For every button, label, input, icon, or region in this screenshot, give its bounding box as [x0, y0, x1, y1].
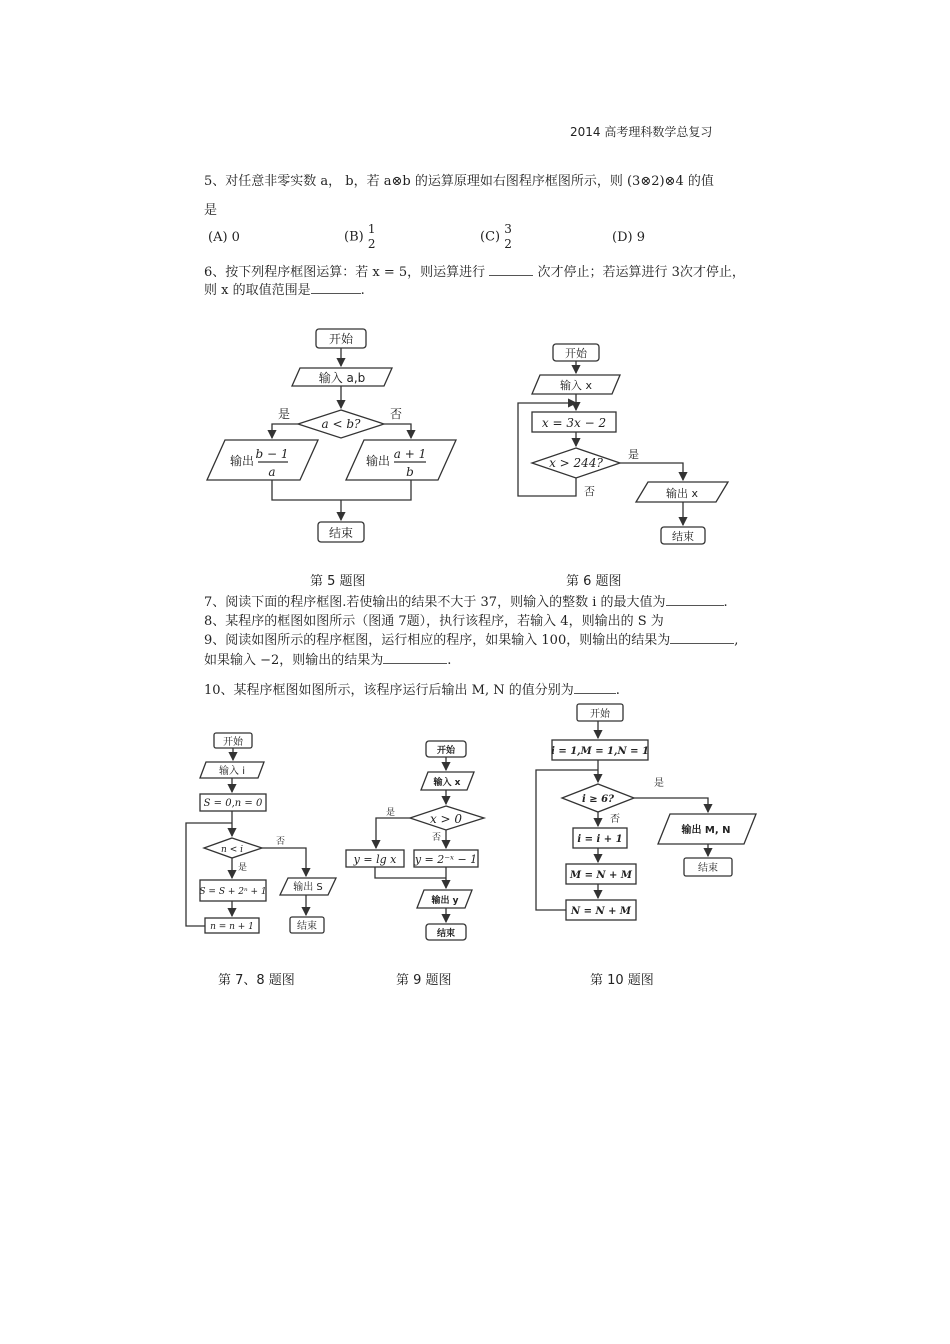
question-7-text: 7、阅读下面的程序框图.若使输出的结果不大于 37，则输入的整数 i 的最大值为 . [204, 595, 728, 610]
fig5-output-left-numerator: b − 1 [255, 447, 289, 461]
fig10-output-box [658, 814, 756, 844]
fig5-output-right-denominator: b [406, 465, 414, 479]
question-7-label: 7、阅读下面的程序框图.若使输出的结果不大于 37，则输入的整数 i 的最大值为 [204, 595, 666, 610]
fig9-yes-label: 是 [386, 808, 396, 818]
fig9-no-label: 否 [432, 833, 442, 843]
fig10-step2-box [566, 864, 636, 884]
fig6-yes-label: 是 [628, 448, 639, 461]
question-6-part1: 6、按下列程序框图运算：若 x = 5，则运算进行 [204, 265, 486, 280]
fig10-step1-box [573, 828, 627, 848]
fig5-no-label: 否 [390, 407, 403, 421]
fig78-init-label: S = 0,n = 0 [203, 798, 263, 809]
option-c-label: (C) [480, 229, 501, 245]
fig9-end-label: 结束 [436, 929, 456, 939]
fig6-assign-label: x = 3x − 2 [541, 416, 607, 430]
fig6-end-label: 结束 [672, 530, 694, 543]
fig78-output-label: 输出 S [293, 882, 323, 893]
option-b-label: (B) [344, 229, 364, 245]
fig9-output-label: 输出 y [431, 896, 459, 906]
question-5-text: 5、对任意非零实数 a， b，若 a⊗b 的运算原理如右图程序框图所示，则 (3⊗2)⊗4 的值 [204, 174, 714, 189]
fig78-body-label: S = S + 2ⁿ + 1 [199, 887, 267, 897]
fig6-condition-label: x > 244? [549, 456, 603, 470]
fig5-start-label: 开始 [328, 332, 354, 346]
fig78-start-label: 开始 [223, 737, 243, 748]
question-10-text: 10、某程序框图如图所示，该程序运行后输出 M, N 的值分别为 . [204, 683, 620, 698]
fig10-condition-label: i ≥ 6? [582, 794, 614, 805]
fig10-no-label: 否 [610, 814, 620, 825]
question-9-line2: 如果输入 −2，则输出的结果为 [204, 653, 384, 668]
figure-5-caption: 第 5 题图 [310, 574, 366, 589]
question-10-label: 10、某程序框图如图所示，该程序运行后输出 M, N 的值分别为 [204, 683, 574, 698]
fig5-condition-label: a < b? [321, 417, 361, 431]
fig9-start-label: 开始 [436, 746, 456, 756]
fig5-yes-label: 是 [278, 407, 291, 421]
fig10-output-label: 输出 M, N [681, 825, 731, 836]
fig10-start-box [577, 704, 623, 721]
question-6-end: . [360, 283, 365, 298]
option-b-numerator: 1 [367, 222, 376, 236]
question-5-text-cont: 是 [204, 203, 218, 218]
fig5-output-left-label: 输出 [230, 454, 255, 468]
fig78-condition-label: n < i [221, 845, 243, 855]
fig10-start-label: 开始 [590, 709, 610, 720]
fig78-yes-label: 是 [238, 863, 248, 873]
fig5-end-label: 结束 [328, 526, 354, 540]
fig78-end-label: 结束 [297, 921, 317, 932]
fig9-condition-label: x > 0 [429, 812, 463, 826]
fig78-no-label: 否 [276, 837, 286, 847]
fig10-yes-label: 是 [654, 778, 664, 789]
option-a: (A) 0 [208, 230, 240, 245]
fig6-input-label: 输入 x [559, 379, 593, 392]
fig10-step3-box [566, 900, 636, 920]
option-c-numerator: 3 [504, 222, 512, 236]
fig5-output-right-label: 输出 [366, 454, 391, 468]
option-b-denominator: 2 [367, 237, 376, 251]
fig5-input-label: 输入 a,b [318, 371, 366, 385]
figure-7-8-caption: 第 7、8 题图 [218, 973, 295, 988]
fig10-end-box [684, 858, 732, 876]
fig9-right-label: y = 2⁻ˣ − 1 [414, 853, 478, 866]
question-9-text: 9、阅读如图所示的程序框图，运行相应的程序，如果输入 100，则输出的结果为 , [204, 633, 739, 648]
figure-6-caption: 第 6 题图 [566, 574, 622, 589]
fig6-output-label: 输出 x [665, 487, 699, 500]
option-d: (D) 9 [612, 230, 645, 245]
fig9-input-label: 输入 x [433, 778, 461, 788]
option-c-denominator: 2 [504, 237, 512, 251]
fig78-inc-label: n = n + 1 [210, 922, 254, 932]
fig10-init-box [551, 740, 649, 760]
fig6-start-label: 开始 [565, 347, 587, 360]
question-8-label: 8、某程序的框图如图所示（图通 7题），执行该程序，若输入 4，则输出的 S 为 [204, 614, 664, 629]
page-header: 2014 高考理科数学总复习 [570, 125, 713, 139]
question-6-line2: 则 x 的取值范围是 [204, 283, 311, 298]
figure-10-caption: 第 10 题图 [590, 973, 654, 988]
question-6-part2: 次才停止；若运算进行 3次才停止， [537, 265, 745, 280]
fig9-left-label: y = lg x [353, 853, 397, 866]
fig10-step2-label: M = N + M [570, 870, 632, 881]
fig10-step1-label: i = i + 1 [577, 834, 623, 845]
fig78-input-label: 输入 i [219, 766, 245, 777]
question-9-text-cont: 如果输入 −2，则输出的结果为 . [204, 653, 452, 668]
fig10-init-label: i = 1,M = 1,N = 1 [551, 746, 649, 757]
fig10-step3-label: N = N + M [570, 906, 632, 917]
fig10-end-label: 结束 [698, 863, 718, 874]
fig5-output-left-denominator: a [268, 465, 276, 479]
fig5-output-right-numerator: a + 1 [393, 447, 427, 461]
fig10-condition-diamond [562, 784, 634, 812]
figure-9-caption: 第 9 题图 [396, 973, 452, 988]
question-9-line1: 9、阅读如图所示的程序框图，运行相应的程序，如果输入 100，则输出的结果为 [204, 633, 671, 648]
fig6-no-label: 否 [584, 485, 595, 498]
